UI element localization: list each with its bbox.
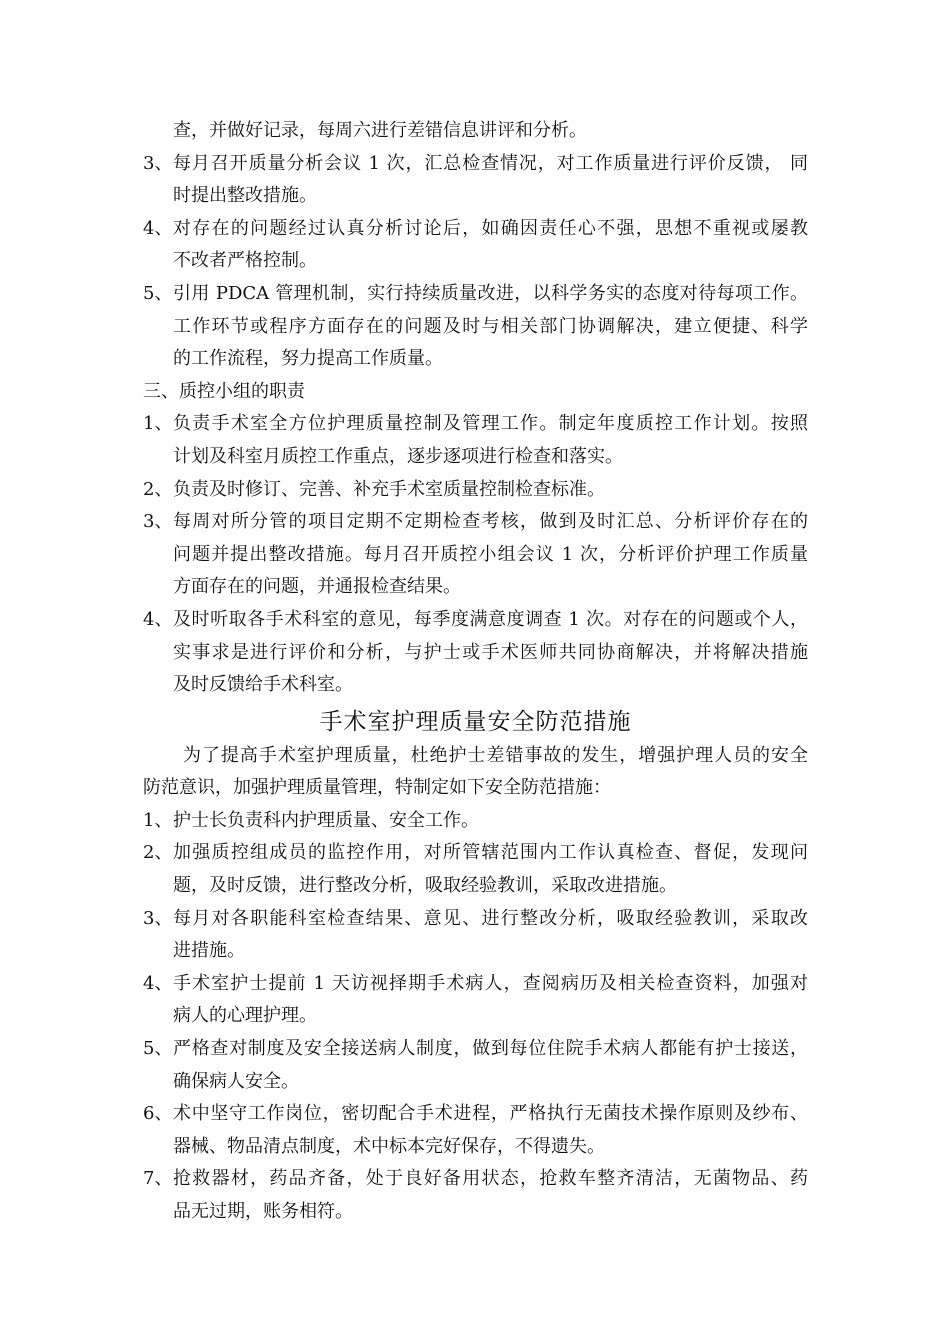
list-item [143, 1163, 808, 1228]
item-line: 每周对所分管的项目定期不定期检查考核，做到及时汇总、分析评价存在的 [173, 511, 808, 533]
item-line: 方面存在的问题，并通报检查结果。 [173, 576, 461, 598]
item-line: 器械、物品清点制度，术中标本完好保存，不得遗失。 [173, 1135, 605, 1157]
list-item [143, 474, 808, 507]
item-line: 及时反馈给手术科室。 [173, 674, 353, 696]
intro-line: 为了提高手术室护理质量，杜绝护士差错事故的发生，增强护理人员的安全 [183, 744, 808, 766]
item-number: 4、 [143, 217, 173, 239]
item-line: 抢救器材，药品齐备，处于良好备用状态，抢救车整齐清洁，无菌物品、药 [173, 1168, 808, 1190]
list-item [143, 604, 808, 702]
item-line: 问题并提出整改措施。每月召开质控小组会议 1 次，分析评价护理工作质量 [173, 543, 808, 565]
continuation-line: 查，并做好记录，每周六进行差错信息讲评和分析。 [173, 120, 587, 141]
item-line: 病人的心理护理。 [173, 1005, 317, 1027]
item-number: 3、 [143, 511, 173, 533]
item-number: 4、 [143, 972, 173, 994]
item-line: 品无过期，账务相符。 [173, 1201, 353, 1222]
item-number: 5、 [143, 1038, 173, 1060]
item-line: 的工作流程，努力提高工作质量。 [173, 348, 443, 370]
item-line: 不改者严格控制。 [173, 250, 317, 272]
document-content [143, 115, 808, 1229]
item-line: 严格查对制度及安全接送病人制度，做到每位住院手术病人都能有护士接送， [173, 1038, 808, 1060]
list-item [143, 903, 808, 968]
item-line: 每月召开质量分析会议 1 次，汇总检查情况，对工作质量进行评价反馈， 同 [173, 152, 808, 174]
item-line: 确保病人安全。 [173, 1070, 299, 1092]
item-number: 3、 [143, 907, 173, 929]
item-number: 1、 [143, 809, 173, 831]
list-item [143, 278, 808, 376]
item-line: 术中坚守工作岗位，密切配合手术进程，严格执行无菌技术操作原则及纱布、 [173, 1103, 808, 1125]
item-number: 6、 [143, 1103, 173, 1125]
intro-line: 防范意识，加强护理质量管理，特制定如下安全防范措施： [143, 777, 611, 799]
item-line: 加强质控组成员的监控作用，对所管辖范围内工作认真检查、督促，发现问 [173, 842, 808, 864]
item-line: 护士长负责科内护理质量、安全工作。 [173, 809, 479, 831]
section-heading: 三、质控小组的职责 [143, 380, 305, 402]
item-line: 手术室护士提前 1 天访视择期手术病人，查阅病历及相关检查资料，加强对 [173, 972, 808, 994]
item-line: 实事求是进行评价和分析，与护士或手术医师共同协商解决，并将解决措施 [173, 641, 808, 663]
list-item [143, 805, 808, 838]
item-line: 计划及科室月质控工作重点，逐步逐项进行检查和落实。 [173, 445, 623, 467]
list-item [143, 1033, 808, 1098]
item-line: 时提出整改措施。 [173, 185, 317, 207]
item-number: 2、 [143, 478, 173, 500]
item-number: 2、 [143, 842, 173, 864]
item-line: 负责及时修订、完善、补充手术室质量控制检查标准。 [173, 478, 605, 500]
item-line: 工作环节或程序方面存在的问题及时与相关部门协调解决，建立便捷、科学 [173, 315, 808, 337]
item-line: 负责手术室全方位护理质量控制及管理工作。制定年度质控工作计划。按照 [173, 413, 808, 435]
list-item [143, 408, 808, 473]
list-item [143, 968, 808, 1033]
list-item [143, 1098, 808, 1163]
item-number: 5、 [143, 282, 173, 304]
item-number: 1、 [143, 413, 173, 435]
list-item [143, 213, 808, 278]
item-line: 每月对各职能科室检查结果、意见、进行整改分析，吸取经验教训，采取改 [173, 907, 808, 929]
list-item [143, 837, 808, 902]
item-number: 4、 [143, 608, 173, 630]
item-number: 7、 [143, 1168, 173, 1190]
list-item [143, 148, 808, 213]
document-title: 手术室护理质量安全防范措施 [319, 708, 632, 735]
list-item [143, 506, 808, 604]
item-number: 3、 [143, 152, 173, 174]
item-line: 引用 PDCA 管理机制，实行持续质量改进，以科学务实的态度对待每项工作。 [173, 282, 808, 304]
item-line: 题，及时反馈，进行整改分析，吸取经验教训，采取改进措施。 [173, 875, 677, 897]
item-line: 进措施。 [173, 940, 245, 962]
item-line: 及时听取各手术科室的意见，每季度满意度调查 1 次。对存在的问题或个人， [173, 608, 808, 630]
item-line: 对存在的问题经过认真分析讨论后，如确因责任心不强，思想不重视或屡教 [173, 217, 808, 239]
